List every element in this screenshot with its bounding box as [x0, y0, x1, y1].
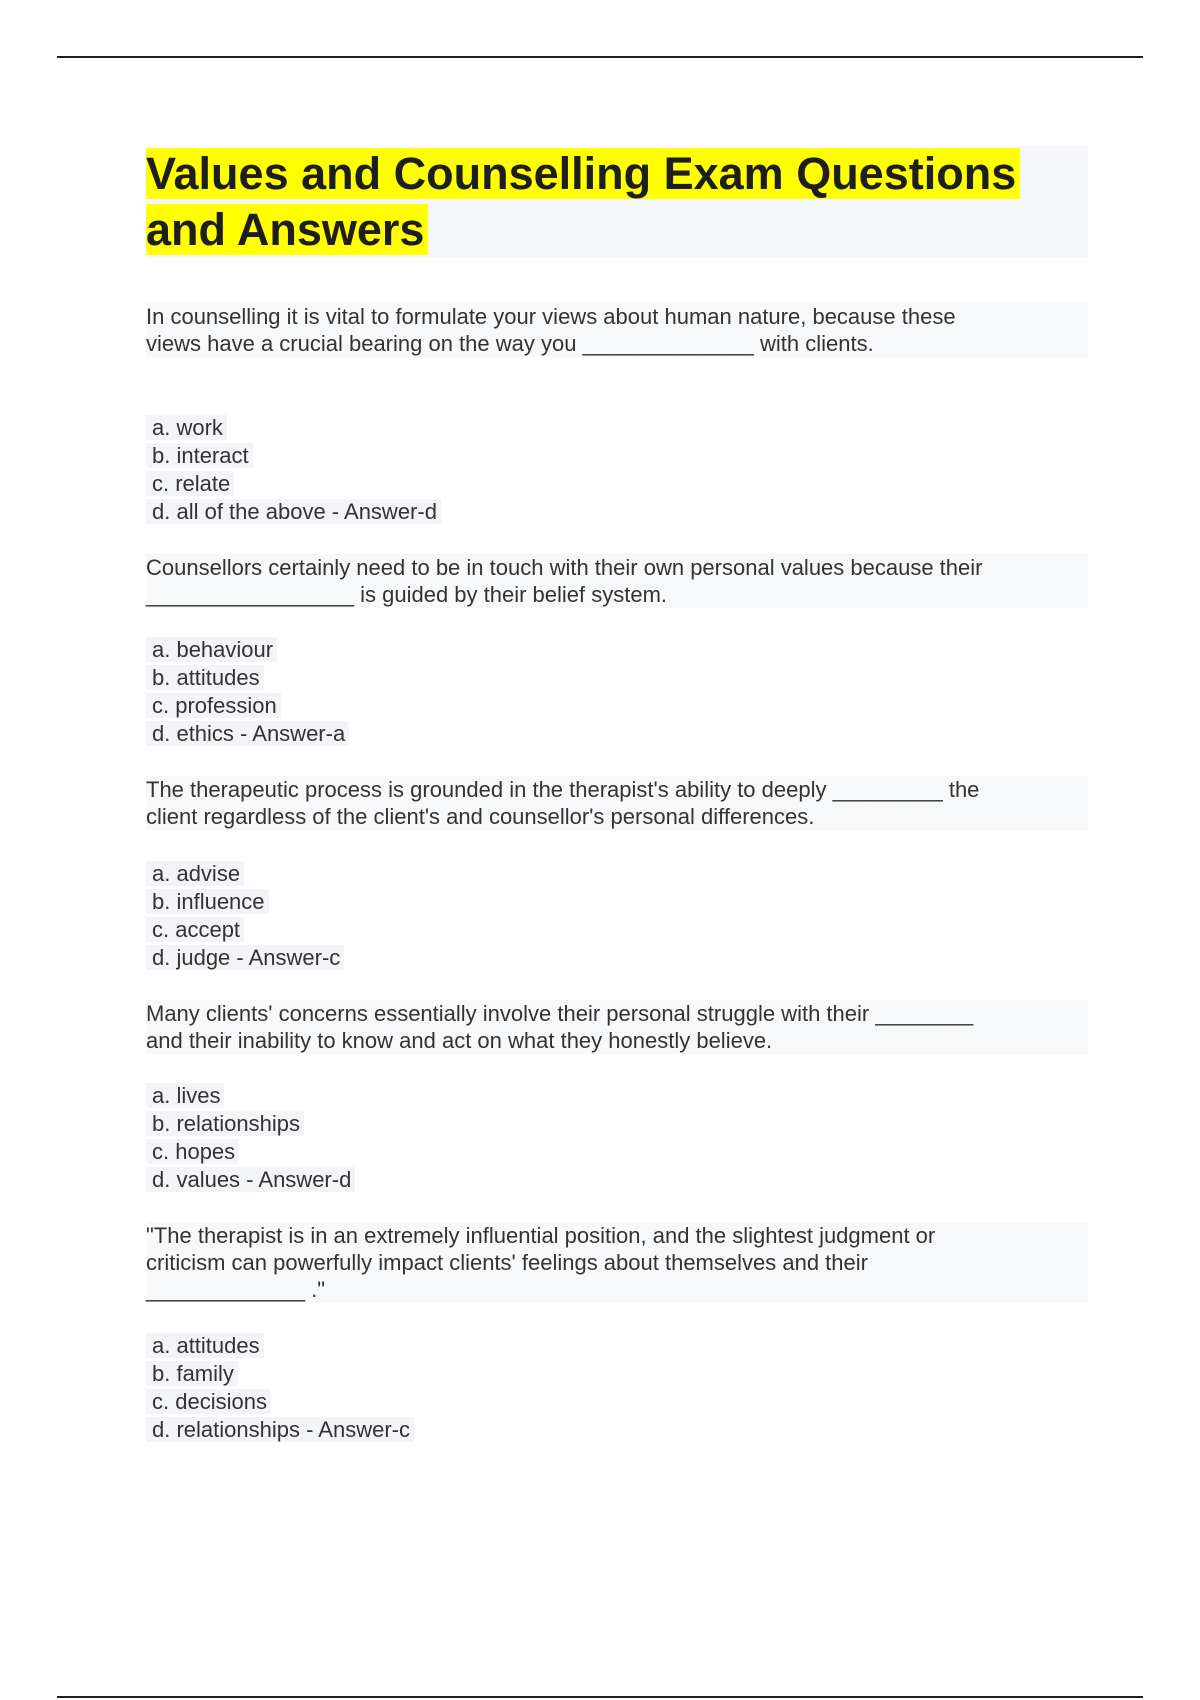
question-2 [146, 554, 1088, 608]
options-3 [146, 860, 344, 972]
question-1 [146, 303, 1088, 357]
question-text: Many clients' concerns essentially involve their personal struggle with their ________ and their inability to know and act on what they honestly believe. [146, 1000, 1088, 1054]
option-a: a. work [146, 414, 441, 442]
option-a: a. lives [146, 1082, 355, 1110]
option-b: b. family [146, 1360, 414, 1388]
option-c: c. decisions [146, 1388, 414, 1416]
option-b: b. relationships [146, 1110, 355, 1138]
footer-rule [57, 1696, 1143, 1698]
option-c: c. profession [146, 692, 349, 720]
option-b: b. attitudes [146, 664, 349, 692]
options-5 [146, 1332, 414, 1444]
title-line-2: and Answers [146, 204, 428, 255]
question-5 [146, 1222, 1088, 1303]
option-a: a. advise [146, 860, 344, 888]
option-d: d. all of the above - Answer-d [146, 498, 441, 526]
option-d: d. ethics - Answer-a [146, 720, 349, 748]
question-4 [146, 1000, 1088, 1054]
option-c: c. relate [146, 470, 441, 498]
question-text: The therapeutic process is grounded in the therapist's ability to deeply _________ the client regardless of the client's and counsellor's personal differences. [146, 776, 1088, 830]
option-d: d. values - Answer-d [146, 1166, 355, 1194]
page-title [146, 146, 1088, 258]
options-1 [146, 414, 441, 526]
options-2 [146, 636, 349, 748]
title-line-1: Values and Counselling Exam Questions [146, 148, 1020, 199]
question-text: In counselling it is vital to formulate your views about human nature, because these views have a crucial bearing on the way you ______________ with clients. [146, 303, 1088, 357]
option-a: a. behaviour [146, 636, 349, 664]
option-d: d. judge - Answer-c [146, 944, 344, 972]
title-block [146, 146, 1088, 258]
option-a: a. attitudes [146, 1332, 414, 1360]
question-3 [146, 776, 1088, 830]
option-c: c. accept [146, 916, 344, 944]
question-text: Counsellors certainly need to be in touch with their own personal values because their _________________ is guided by their belief system. [146, 554, 1088, 608]
options-4 [146, 1082, 355, 1194]
option-c: c. hopes [146, 1138, 355, 1166]
option-b: b. influence [146, 888, 344, 916]
option-d: d. relationships - Answer-c [146, 1416, 414, 1444]
question-text: "The therapist is in an extremely influential position, and the slightest judgment or criticism can powerfully impact clients' feelings about themselves and their _____________ ." [146, 1222, 1088, 1303]
option-b: b. interact [146, 442, 441, 470]
header-rule [57, 56, 1143, 58]
